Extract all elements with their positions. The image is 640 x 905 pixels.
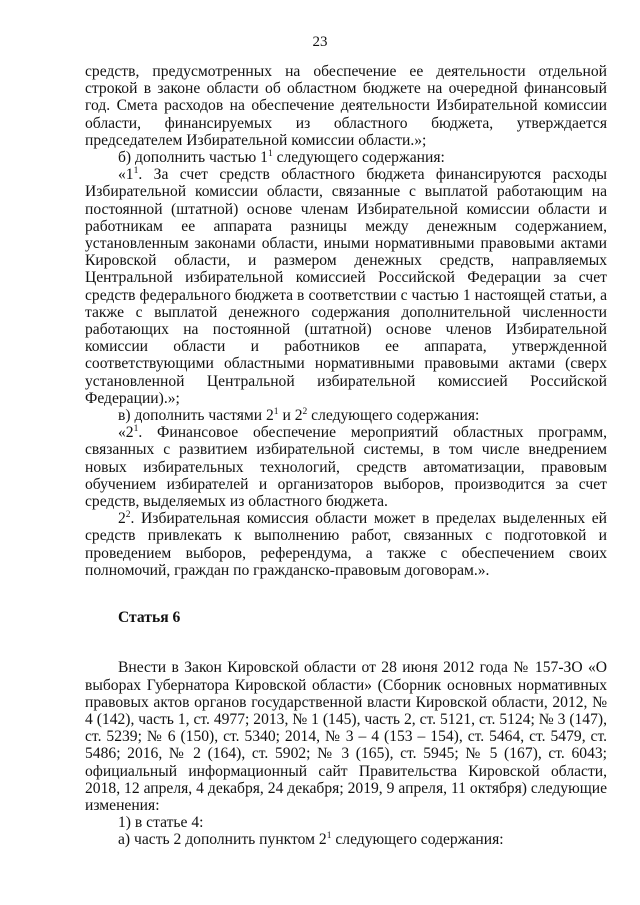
superscript: 1 xyxy=(326,831,332,842)
paragraph-text: . Избирательная комиссия области может в пределах выделенных ей средств привлекать к выполнению работ, связанных с подготовкой и проведением выборов, референдума, а также с обеспечением своих полномочий, граждан по гражданско-правовым договорам.». xyxy=(85,510,607,579)
paragraph-text: «1 xyxy=(118,166,134,184)
paragraph-text: а) часть 2 дополнить пунктом 2 xyxy=(118,831,327,849)
paragraph-text: б) дополнить частью 1 xyxy=(118,149,268,167)
paragraph xyxy=(85,831,607,848)
superscript: 1 xyxy=(273,407,279,418)
paragraph xyxy=(85,407,607,424)
paragraph-text: и 2 xyxy=(278,407,303,425)
superscript: 1 xyxy=(133,424,139,435)
paragraph-text: . Финансовое обеспечение мероприятий областных программ, связанных с развитием избирательной системы, в том числе внедрением новых избирательных технологий, средств автоматизации, правовым обучением избирателей и организаторов выборов, производится за счет средств, выделяемых из областного бюджета. xyxy=(85,424,607,511)
paragraph-text: следующего содержания: xyxy=(272,149,445,167)
paragraph xyxy=(85,166,607,407)
paragraph-text: «2 xyxy=(118,424,134,442)
article-heading: Статья 6 xyxy=(118,609,181,627)
paragraph-text: . За счет средств областного бюджета финансируются расходы Избирательной комиссии области, связанные с выплатой работающим на постоянной (штатной) основе членам Избирательной комиссии области и работникам ее аппарата разницы между денежным содержанием, установленным законами области, иными нормативными правовыми актами Кировской области, и размером денежных средств, направляемых Центральной избирательной комиссией Российской Федерации за счет средств федерального бюджета в соответствии с частью 1 настоящей статьи, а также с выплатой денежного содержания дополнительной численности работающих на постоянной (штатной) основе членов Избирательной комиссии области и работников ее аппарата, утвержденной соответствующими областными нормативными правовыми актами (сверх установленной Центральной избирательной комиссией Российской Федерации).»; xyxy=(85,166,607,407)
paragraph xyxy=(85,424,607,510)
spacer xyxy=(85,626,607,659)
paragraph: Внести в Закон Кировской области от 28 июня 2012 года № 157-ЗО «О выборах Губернатора Кировской области» (Сборник основных нормативных правовых актов органов государственной власти Кировской области, 2012, № 4 (142), часть 1, ст. 4977; 2013, № 1 (145), часть 2, ст. 5121, ст. 5124; № 3 (147), ст. 5239; № 6 (150), ст. 5340; 2014, № 3 – 4 (153 – 154), ст. 5464, ст. 5479, ст. 5486; 2016, № 2 (164), ст. 5902; № 3 (165), ст. 5945; № 5 (167), ст. 6043; официальный информационный сайт Правительства Кировской области, 2018, 12 апреля, 4 декабря, 24 декабря; 2019, 9 апреля, 11 октября) следующие изменения: xyxy=(85,659,607,814)
paragraph-text: следующего содержания: xyxy=(307,407,480,425)
paragraph xyxy=(85,510,607,579)
superscript: 1 xyxy=(267,149,273,160)
document-body xyxy=(85,63,607,849)
superscript: 1 xyxy=(133,166,139,177)
paragraph-text: 2 xyxy=(118,510,126,528)
paragraph-text: следующего содержания: xyxy=(331,831,504,849)
superscript: 2 xyxy=(302,407,308,418)
paragraph: средств, предусмотренных на обеспечение ее деятельности отдельной строкой в законе области об областном бюджете на очередной финансовый год. Смета расходов на обеспечение деятельности Избирательной комиссии области, финансируемых из областного бюджета, утверждается председателем Избирательной комиссии области.»; xyxy=(85,63,607,149)
paragraph xyxy=(85,149,607,166)
page-number: 23 xyxy=(312,34,328,50)
paragraph: 1) в статье 4: xyxy=(118,814,204,832)
superscript: 2 xyxy=(125,510,131,521)
spacer xyxy=(85,579,607,609)
paragraph-text: в) дополнить частями 2 xyxy=(118,407,274,425)
